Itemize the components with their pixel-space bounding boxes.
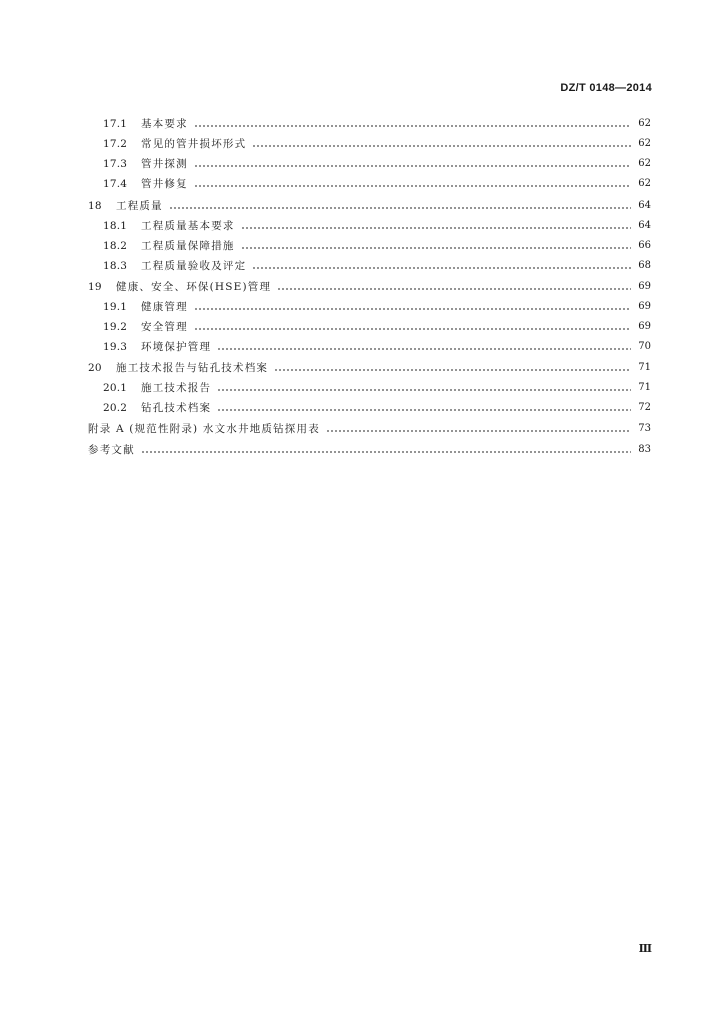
toc-entry-title: 施工技术报告与钻孔技术档案 [116,362,269,374]
toc-entry[interactable] [103,297,651,317]
toc-entry-page: 72 [638,402,651,413]
toc-dot-leader [194,119,631,129]
toc-entry-title: 健康管理 [141,301,188,313]
toc-entry-page: 69 [638,281,651,292]
toc-entry-title: 基本要求 [141,118,188,130]
toc-entry[interactable] [103,378,651,398]
toc-entry-page: 66 [638,240,651,251]
toc-dot-leader [194,322,631,332]
toc-entry-title: 管井修复 [141,178,188,190]
toc-entry[interactable] [103,317,651,337]
toc-entry-page: 69 [638,301,651,312]
toc-entry[interactable] [103,154,651,174]
toc-entry[interactable] [103,236,651,256]
toc-entry[interactable] [88,440,651,460]
toc-entry-number: 20.2 [103,402,128,414]
toc-dot-leader [217,403,631,413]
toc-dot-leader [217,383,631,393]
toc-entry-number: 19.2 [103,321,128,333]
toc-dot-leader [326,424,631,434]
toc-entry-page: 62 [638,178,651,189]
toc-entry-page: 64 [638,220,651,231]
toc-entry-number: 19.3 [103,341,128,353]
toc-entry-title: 常见的管井损坏形式 [141,138,247,150]
toc-entry-title: 工程质量保障措施 [141,240,235,252]
toc-entry-title: 工程质量 [116,200,163,212]
toc-entry-number: 17.1 [103,118,128,130]
toc-entry-title: 健康、安全、环保(HSE)管理 [116,281,272,293]
toc-dot-leader [277,282,631,292]
toc-entry-page: 71 [638,382,651,393]
toc-entry-page: 70 [638,341,651,352]
toc-entry[interactable] [103,216,651,236]
toc-entry[interactable] [88,358,651,378]
toc-entry-page: 71 [638,362,651,373]
toc-dot-leader [194,159,631,169]
toc-entry-title: 工程质量验收及评定 [141,260,247,272]
toc-entry-number: 18 [88,200,102,212]
toc-entry-title: 附录 A (规范性附录) 水文水井地质钻探用表 [88,423,320,435]
toc-entry-page: 62 [638,158,651,169]
toc-entry-number: 20 [88,362,102,374]
toc-entry-title: 钻孔技术档案 [141,402,212,414]
standard-code: DZ/T 0148—2014 [560,82,652,94]
toc-entry[interactable] [88,277,651,297]
toc-dot-leader [241,241,631,251]
toc-entry-title: 工程质量基本要求 [141,220,235,232]
toc-entry-number: 19 [88,281,102,293]
toc-dot-leader [217,342,631,352]
toc-entry[interactable] [103,256,651,276]
toc-dot-leader [252,139,631,149]
toc-entry-title: 管井探测 [141,158,188,170]
toc-entry-number: 18.1 [103,220,128,232]
toc-entry-number: 18.3 [103,260,128,272]
toc-entry-page: 62 [638,118,651,129]
toc-entry-title: 安全管理 [141,321,188,333]
toc-entry-title: 施工技术报告 [141,382,212,394]
toc-entry[interactable] [88,419,651,439]
toc-entry-page: 62 [638,138,651,149]
toc-dot-leader [194,302,631,312]
toc-dot-leader [141,445,631,455]
toc-entry[interactable] [103,134,651,154]
toc-entry-page: 68 [638,260,651,271]
page-number: Ⅲ [638,942,652,955]
toc-dot-leader [274,363,631,373]
toc-entry-number: 17.3 [103,158,128,170]
toc-entry-number: 20.1 [103,382,128,394]
toc-entry[interactable] [103,398,651,418]
toc-entry[interactable] [103,337,651,357]
toc-entry-number: 17.4 [103,178,128,190]
toc-entry-page: 69 [638,321,651,332]
toc-entry-number: 18.2 [103,240,128,252]
toc-entry-title: 环境保护管理 [141,341,212,353]
toc-entry-number: 19.1 [103,301,128,313]
toc-entry-page: 73 [638,423,651,434]
toc-entry-number: 17.2 [103,138,128,150]
toc-entry-page: 83 [638,444,651,455]
toc-entry[interactable] [88,196,651,216]
toc-dot-leader [252,261,631,271]
toc-entry-title: 参考文献 [88,444,135,456]
toc-entry[interactable] [103,174,651,194]
toc-entry[interactable] [103,114,651,134]
toc-dot-leader [169,201,631,211]
toc-dot-leader [194,179,631,189]
toc-entry-page: 64 [638,200,651,211]
toc-dot-leader [241,221,631,231]
